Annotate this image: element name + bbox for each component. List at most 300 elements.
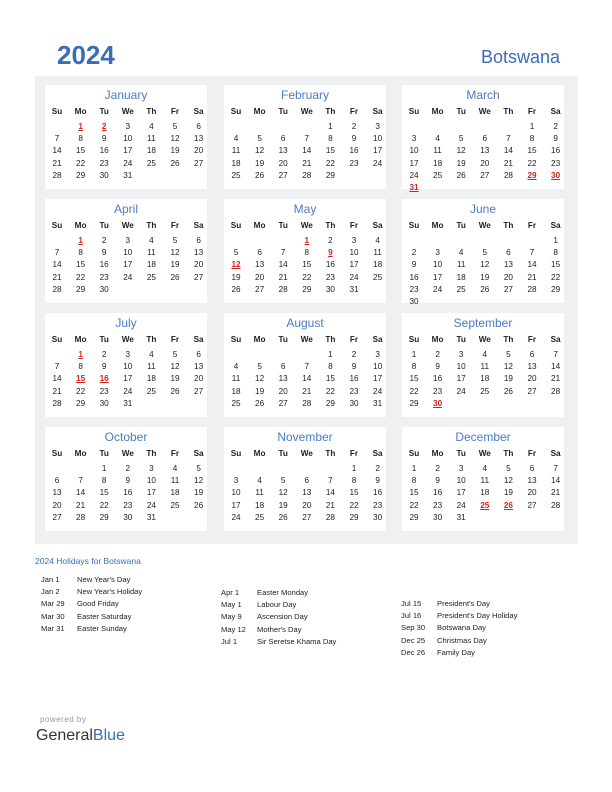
day-cell: 1 bbox=[411, 350, 417, 359]
day-cell: 9 bbox=[125, 476, 131, 486]
day-cell: 15 bbox=[349, 488, 359, 498]
month-name: November bbox=[277, 430, 333, 444]
weekday-header: Fr bbox=[527, 449, 537, 458]
day-cell: 19 bbox=[278, 500, 288, 510]
day-cell: 16 bbox=[409, 272, 419, 282]
day-cell: 3 bbox=[149, 464, 154, 473]
day-cell: 25 bbox=[170, 500, 180, 510]
day-cell: 15 bbox=[302, 260, 312, 270]
weekday-header: Mo bbox=[253, 221, 266, 230]
weekday-header: Sa bbox=[372, 107, 383, 116]
month-september bbox=[402, 313, 564, 417]
weekday-header: Fr bbox=[349, 221, 359, 230]
day-cell: 3 bbox=[375, 350, 380, 359]
day-cell: 7 bbox=[304, 362, 310, 372]
day-cell: 4 bbox=[233, 134, 239, 144]
day-cell: 23 bbox=[123, 500, 133, 510]
day-cell: 22 bbox=[349, 500, 359, 510]
day-cell: 10 bbox=[456, 476, 466, 486]
holiday-date-label: Mar 31 bbox=[41, 623, 65, 633]
day-cell: 18 bbox=[255, 500, 265, 510]
day-cell: 23 bbox=[433, 500, 443, 510]
day-cell: 13 bbox=[194, 362, 204, 372]
holiday-name-label: Christmas Day bbox=[437, 635, 487, 645]
weekday-header: Th bbox=[146, 107, 157, 116]
day-cell: 7 bbox=[506, 134, 511, 144]
day-cell: 26 bbox=[255, 170, 265, 180]
weekday-header: Tu bbox=[456, 221, 466, 230]
weekday-header: Mo bbox=[431, 335, 444, 344]
country-title: Botswana bbox=[480, 47, 560, 67]
holiday-name-label: President's Day bbox=[437, 599, 490, 608]
day-cell: 20 bbox=[194, 146, 204, 156]
month-name: June bbox=[469, 202, 497, 216]
day-cell: 23 bbox=[551, 158, 561, 168]
day-cell: 9 bbox=[101, 362, 107, 372]
day-cell: 1 bbox=[328, 350, 333, 359]
day-cell: 20 bbox=[194, 260, 204, 270]
day-cell: 3 bbox=[411, 134, 417, 144]
day-cell: 9 bbox=[435, 362, 440, 372]
day-cell: 2 bbox=[101, 236, 107, 245]
day-cell: 29 bbox=[76, 398, 86, 408]
day-cell: 24 bbox=[433, 284, 443, 294]
day-cell: 9 bbox=[351, 134, 357, 144]
weekday-header: Sa bbox=[372, 335, 383, 344]
weekday-header: Fr bbox=[170, 449, 180, 458]
day-cell: 16 bbox=[551, 146, 561, 156]
holiday-date: 29 bbox=[527, 170, 537, 180]
day-cell: 6 bbox=[529, 350, 535, 359]
holiday-date-label: Jul 15 bbox=[401, 599, 422, 608]
day-cell: 12 bbox=[480, 260, 490, 270]
weekday-header: Sa bbox=[550, 221, 561, 230]
day-cell: 4 bbox=[149, 122, 154, 131]
weekday-header: We bbox=[300, 107, 313, 116]
day-cell: 2 bbox=[553, 122, 558, 131]
day-cell: 11 bbox=[456, 260, 466, 270]
holiday-name-label: Family Day bbox=[437, 647, 475, 657]
day-cell: 29 bbox=[302, 284, 312, 294]
holiday-name-label: Good Friday bbox=[77, 599, 119, 609]
day-cell: 29 bbox=[325, 170, 335, 180]
day-cell: 8 bbox=[101, 476, 107, 486]
day-cell: 14 bbox=[551, 362, 561, 372]
day-cell: 21 bbox=[551, 374, 561, 384]
day-cell: 1 bbox=[553, 236, 558, 245]
weekday-header: Fr bbox=[527, 335, 537, 344]
weekday-header: Fr bbox=[527, 221, 537, 230]
weekday-header: Su bbox=[51, 335, 63, 344]
day-cell: 8 bbox=[553, 248, 558, 258]
day-cell: 23 bbox=[325, 272, 335, 282]
day-cell: 23 bbox=[433, 386, 443, 396]
day-cell: 31 bbox=[123, 398, 133, 408]
weekday-header: Tu bbox=[278, 221, 288, 230]
holidays-title: 2024 Holidays for Botswana bbox=[35, 556, 141, 566]
day-cell: 11 bbox=[147, 362, 156, 372]
day-cell: 3 bbox=[435, 248, 440, 258]
month-march bbox=[402, 85, 564, 192]
day-cell: 4 bbox=[149, 236, 154, 245]
day-cell: 15 bbox=[409, 374, 419, 384]
holiday-name-label: Mother's Day bbox=[257, 624, 302, 634]
day-cell: 17 bbox=[433, 272, 443, 282]
day-cell: 30 bbox=[99, 170, 109, 180]
weekday-header: Su bbox=[230, 335, 242, 344]
weekday-header: Th bbox=[503, 107, 514, 116]
day-cell: 25 bbox=[456, 284, 466, 294]
weekday-header: We bbox=[478, 107, 491, 116]
day-cell: 28 bbox=[52, 284, 62, 294]
day-cell: 10 bbox=[123, 362, 133, 372]
day-cell: 5 bbox=[172, 350, 178, 359]
holiday-name-label: Labour Day bbox=[257, 600, 297, 610]
day-cell: 11 bbox=[170, 476, 180, 486]
holiday-name-label: New Year's Day bbox=[77, 575, 131, 584]
day-cell: 25 bbox=[373, 272, 383, 282]
weekday-header: Su bbox=[408, 335, 420, 344]
day-cell: 8 bbox=[411, 362, 417, 372]
day-cell: 30 bbox=[123, 512, 133, 522]
day-cell: 10 bbox=[456, 362, 466, 372]
holiday-name-label: Easter Monday bbox=[257, 588, 309, 597]
day-cell: 22 bbox=[76, 386, 86, 396]
weekday-header: Su bbox=[408, 221, 420, 230]
weekday-header: Th bbox=[325, 107, 336, 116]
day-cell: 28 bbox=[325, 512, 335, 522]
holiday-date-label: Mar 29 bbox=[41, 599, 65, 609]
month-name: December bbox=[455, 430, 511, 444]
day-cell: 7 bbox=[54, 248, 60, 258]
day-cell: 29 bbox=[409, 398, 419, 408]
weekday-header: Tu bbox=[278, 335, 288, 344]
day-cell: 10 bbox=[409, 146, 419, 156]
day-cell: 29 bbox=[409, 512, 419, 522]
day-cell: 20 bbox=[302, 500, 312, 510]
weekday-header: Mo bbox=[74, 449, 87, 458]
weekday-header: Mo bbox=[74, 335, 87, 344]
day-cell: 23 bbox=[373, 500, 383, 510]
day-cell: 6 bbox=[280, 362, 286, 372]
day-cell: 14 bbox=[527, 260, 537, 270]
day-cell: 31 bbox=[123, 170, 133, 180]
day-cell: 29 bbox=[76, 284, 86, 294]
day-cell: 25 bbox=[146, 158, 156, 168]
day-cell: 21 bbox=[527, 272, 537, 282]
day-cell: 20 bbox=[194, 374, 204, 384]
weekday-header: Th bbox=[503, 449, 514, 458]
month-january bbox=[45, 85, 207, 189]
day-cell: 21 bbox=[302, 386, 312, 396]
day-cell: 23 bbox=[99, 386, 109, 396]
day-cell: 22 bbox=[99, 500, 109, 510]
day-cell: 16 bbox=[349, 374, 359, 384]
holiday-date: 30 bbox=[551, 170, 561, 180]
day-cell: 24 bbox=[409, 170, 419, 180]
generalblue-logo[interactable] bbox=[36, 727, 125, 745]
day-cell: 27 bbox=[278, 398, 288, 408]
day-cell: 16 bbox=[123, 488, 133, 498]
day-cell: 7 bbox=[304, 134, 310, 144]
day-cell: 28 bbox=[52, 398, 62, 408]
day-cell: 14 bbox=[551, 476, 561, 486]
weekday-header: We bbox=[300, 335, 313, 344]
day-cell: 5 bbox=[196, 464, 201, 473]
day-cell: 16 bbox=[433, 488, 443, 498]
day-cell: 22 bbox=[76, 272, 86, 282]
day-cell: 24 bbox=[123, 386, 133, 396]
day-cell: 23 bbox=[349, 158, 359, 168]
day-cell: 28 bbox=[76, 512, 86, 522]
day-cell: 27 bbox=[302, 512, 312, 522]
day-cell: 17 bbox=[123, 260, 133, 270]
day-cell: 17 bbox=[456, 374, 466, 384]
day-cell: 19 bbox=[255, 386, 265, 396]
day-cell: 27 bbox=[194, 386, 204, 396]
month-july bbox=[45, 313, 207, 417]
weekday-header: Fr bbox=[349, 107, 359, 116]
day-cell: 24 bbox=[456, 386, 466, 396]
day-cell: 19 bbox=[503, 488, 513, 498]
day-cell: 25 bbox=[433, 170, 443, 180]
weekday-header: Sa bbox=[550, 449, 561, 458]
day-cell: 1 bbox=[328, 122, 333, 131]
day-cell: 8 bbox=[78, 248, 83, 258]
weekday-header: Tu bbox=[278, 449, 288, 458]
day-cell: 31 bbox=[456, 512, 466, 522]
day-cell: 21 bbox=[503, 158, 513, 168]
day-cell: 3 bbox=[458, 350, 464, 359]
day-cell: 18 bbox=[373, 260, 383, 270]
day-cell: 25 bbox=[231, 398, 241, 408]
day-cell: 4 bbox=[233, 362, 239, 372]
day-cell: 4 bbox=[458, 248, 464, 258]
weekday-header: Mo bbox=[74, 221, 87, 230]
day-cell: 9 bbox=[435, 476, 440, 486]
day-cell: 30 bbox=[325, 284, 335, 294]
day-cell: 21 bbox=[52, 272, 62, 282]
day-cell: 11 bbox=[433, 146, 442, 156]
day-cell: 22 bbox=[302, 272, 312, 282]
day-cell: 30 bbox=[433, 512, 443, 522]
day-cell: 24 bbox=[231, 512, 241, 522]
weekday-header: We bbox=[121, 335, 134, 344]
day-cell: 7 bbox=[529, 248, 535, 258]
day-cell: 24 bbox=[146, 500, 156, 510]
year-title: 2024 bbox=[57, 40, 115, 70]
weekday-header: We bbox=[478, 449, 491, 458]
day-cell: 18 bbox=[231, 158, 241, 168]
day-cell: 28 bbox=[278, 284, 288, 294]
day-cell: 29 bbox=[99, 512, 109, 522]
weekday-header: Fr bbox=[349, 335, 359, 344]
day-cell: 12 bbox=[255, 146, 265, 156]
weekday-header: We bbox=[478, 221, 491, 230]
day-cell: 5 bbox=[172, 236, 178, 245]
day-cell: 13 bbox=[52, 488, 62, 498]
day-cell: 7 bbox=[54, 362, 60, 372]
month-name: February bbox=[280, 88, 330, 102]
day-cell: 19 bbox=[231, 272, 241, 282]
day-cell: 30 bbox=[373, 512, 383, 522]
day-cell: 27 bbox=[194, 158, 204, 168]
day-cell: 6 bbox=[304, 476, 310, 486]
holiday-date-label: Jul 16 bbox=[401, 611, 422, 621]
day-cell: 16 bbox=[99, 260, 109, 270]
day-cell: 7 bbox=[78, 476, 83, 486]
day-cell: 2 bbox=[375, 464, 380, 473]
day-cell: 28 bbox=[52, 170, 62, 180]
day-cell: 8 bbox=[78, 134, 83, 144]
day-cell: 13 bbox=[194, 248, 204, 258]
day-cell: 21 bbox=[76, 500, 86, 510]
day-cell: 30 bbox=[409, 297, 419, 306]
weekday-header: Fr bbox=[527, 107, 537, 116]
holiday-date-label: May 1 bbox=[221, 600, 242, 610]
day-cell: 15 bbox=[409, 488, 419, 498]
day-cell: 8 bbox=[328, 134, 333, 144]
day-cell: 22 bbox=[409, 500, 419, 510]
holiday-name-label: Easter Sunday bbox=[77, 623, 127, 633]
day-cell: 2 bbox=[435, 464, 440, 473]
day-cell: 18 bbox=[170, 488, 180, 498]
day-cell: 4 bbox=[257, 476, 262, 486]
weekday-header: Tu bbox=[456, 107, 466, 116]
day-cell: 26 bbox=[170, 386, 180, 396]
day-cell: 29 bbox=[325, 398, 335, 408]
holiday-date-label: May 12 bbox=[221, 624, 246, 634]
day-cell: 4 bbox=[149, 350, 154, 359]
day-cell: 22 bbox=[325, 158, 335, 168]
month-december bbox=[402, 427, 564, 531]
weekday-header: Sa bbox=[550, 107, 561, 116]
day-cell: 15 bbox=[551, 260, 561, 270]
weekday-header: Su bbox=[230, 449, 242, 458]
day-cell: 11 bbox=[480, 476, 490, 486]
month-name: April bbox=[113, 202, 138, 216]
month-august bbox=[224, 313, 386, 417]
day-cell: 12 bbox=[194, 476, 204, 486]
day-cell: 8 bbox=[328, 362, 333, 372]
brand-blue: Blue bbox=[92, 727, 125, 744]
day-cell: 15 bbox=[325, 146, 335, 156]
day-cell: 19 bbox=[255, 158, 265, 168]
day-cell: 24 bbox=[349, 272, 359, 282]
day-cell: 1 bbox=[529, 122, 535, 131]
holiday-date: 9 bbox=[328, 248, 333, 258]
weekday-header: We bbox=[300, 449, 313, 458]
weekday-header: Sa bbox=[193, 107, 204, 116]
holiday-date: 25 bbox=[480, 500, 490, 510]
day-cell: 17 bbox=[409, 158, 419, 168]
weekday-header: Su bbox=[51, 221, 63, 230]
day-cell: 12 bbox=[456, 146, 466, 156]
day-cell: 14 bbox=[52, 374, 62, 384]
day-cell: 7 bbox=[280, 248, 286, 258]
day-cell: 20 bbox=[278, 158, 288, 168]
day-cell: 5 bbox=[233, 248, 239, 258]
day-cell: 11 bbox=[373, 248, 382, 258]
day-cell: 22 bbox=[325, 386, 335, 396]
day-cell: 26 bbox=[480, 284, 490, 294]
weekday-header: Tu bbox=[278, 107, 288, 116]
month-name: September bbox=[453, 316, 513, 330]
day-cell: 14 bbox=[52, 146, 62, 156]
day-cell: 8 bbox=[78, 362, 83, 372]
day-cell: 20 bbox=[527, 488, 537, 498]
day-cell: 6 bbox=[506, 248, 511, 258]
day-cell: 6 bbox=[529, 464, 535, 473]
day-cell: 14 bbox=[503, 146, 513, 156]
day-cell: 12 bbox=[503, 362, 513, 372]
day-cell: 1 bbox=[411, 464, 417, 473]
day-cell: 20 bbox=[255, 272, 265, 282]
month-october bbox=[45, 427, 207, 531]
month-name: October bbox=[104, 430, 148, 444]
day-cell: 26 bbox=[194, 500, 204, 510]
day-cell: 7 bbox=[54, 134, 60, 144]
month-june bbox=[402, 199, 564, 306]
day-cell: 4 bbox=[375, 236, 380, 245]
month-may bbox=[224, 199, 386, 303]
day-cell: 25 bbox=[146, 386, 156, 396]
day-cell: 18 bbox=[146, 260, 156, 270]
day-cell: 10 bbox=[433, 260, 443, 270]
day-cell: 2 bbox=[435, 350, 440, 359]
day-cell: 19 bbox=[503, 374, 513, 384]
day-cell: 5 bbox=[506, 464, 511, 473]
day-cell: 27 bbox=[480, 170, 490, 180]
day-cell: 21 bbox=[302, 158, 312, 168]
day-cell: 5 bbox=[257, 134, 262, 144]
day-cell: 2 bbox=[351, 122, 357, 131]
month-name: January bbox=[104, 88, 148, 102]
day-cell: 19 bbox=[480, 272, 490, 282]
weekday-header: Su bbox=[408, 449, 420, 458]
weekday-header: We bbox=[300, 221, 313, 230]
day-cell: 18 bbox=[480, 488, 490, 498]
day-cell: 13 bbox=[527, 362, 537, 372]
weekday-header: Sa bbox=[193, 449, 204, 458]
weekday-header: Mo bbox=[431, 221, 444, 230]
weekday-header: Mo bbox=[253, 449, 266, 458]
day-cell: 25 bbox=[146, 272, 156, 282]
day-cell: 19 bbox=[170, 146, 180, 156]
day-cell: 15 bbox=[527, 146, 537, 156]
day-cell: 27 bbox=[503, 284, 513, 294]
day-cell: 14 bbox=[278, 260, 288, 270]
weekday-header: Mo bbox=[431, 449, 444, 458]
day-cell: 10 bbox=[146, 476, 156, 486]
day-cell: 13 bbox=[194, 134, 204, 144]
day-cell: 10 bbox=[123, 134, 133, 144]
day-cell: 13 bbox=[278, 374, 288, 384]
day-cell: 2 bbox=[125, 464, 131, 473]
day-cell: 24 bbox=[373, 386, 383, 396]
day-cell: 6 bbox=[482, 134, 488, 144]
day-cell: 29 bbox=[76, 170, 86, 180]
day-cell: 26 bbox=[170, 158, 180, 168]
day-cell: 26 bbox=[278, 512, 288, 522]
day-cell: 4 bbox=[482, 464, 488, 473]
day-cell: 8 bbox=[351, 476, 357, 486]
day-cell: 20 bbox=[480, 158, 490, 168]
day-cell: 6 bbox=[54, 476, 60, 486]
day-cell: 23 bbox=[99, 158, 109, 168]
day-cell: 6 bbox=[196, 236, 201, 245]
weekday-header: Th bbox=[503, 221, 514, 230]
